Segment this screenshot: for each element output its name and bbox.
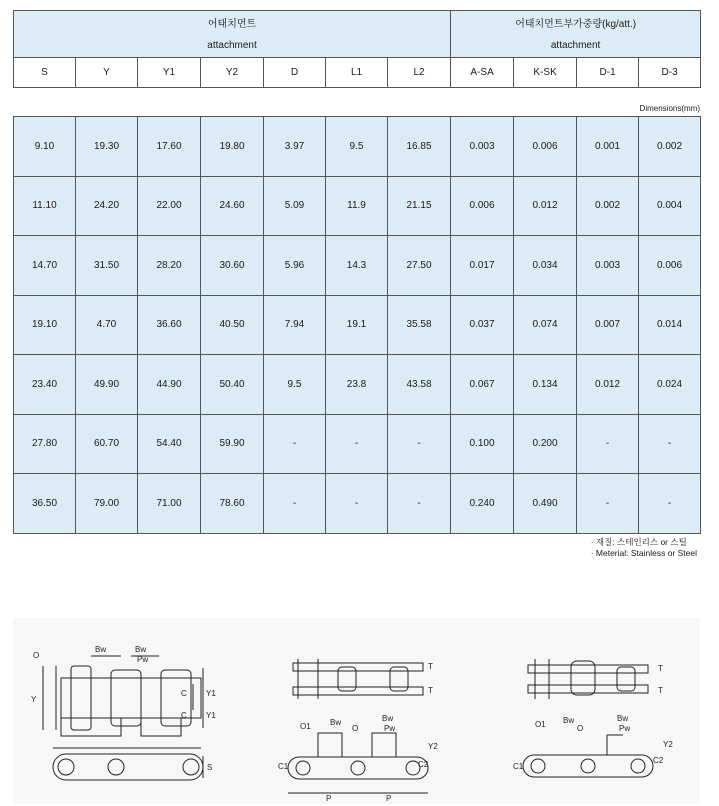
label-s: S: [207, 763, 213, 772]
table-cell: -: [326, 474, 388, 534]
table-cell: 0.014: [639, 295, 701, 355]
table-cell: -: [577, 414, 639, 474]
table-cell: 0.001: [577, 117, 639, 177]
table-cell: 19.10: [14, 295, 76, 355]
label-bw-k2: Bw: [382, 714, 394, 723]
chain-diagram-k-sk: [278, 653, 453, 803]
table-cell: 19.30: [76, 117, 138, 177]
table-cell: -: [388, 414, 451, 474]
table-cell: 23.40: [14, 355, 76, 415]
table-cell: 40.50: [201, 295, 264, 355]
column-header: K-SK: [514, 58, 577, 88]
label-o1: O1: [300, 722, 311, 731]
table-cell: 49.90: [76, 355, 138, 415]
table-cell: 30.60: [201, 236, 264, 296]
label-pw-k: Pw: [384, 724, 396, 733]
diagram-panel: [13, 618, 700, 804]
table-cell: -: [264, 474, 326, 534]
label-p-2: P: [386, 794, 392, 803]
table-cell: 24.20: [76, 176, 138, 236]
label-bw-2: Bw: [135, 645, 147, 654]
label-c1-d: C1: [513, 762, 524, 771]
column-header-row: [14, 58, 701, 88]
table-cell: 31.50: [76, 236, 138, 296]
label-c1: C1: [278, 762, 289, 771]
table-cell: -: [326, 414, 388, 474]
table-row: [14, 236, 701, 296]
label-y1: Y1: [206, 689, 216, 698]
weight-group-kr: 어태치먼트부가중량(kg/att.): [451, 11, 701, 35]
table-cell: 0.012: [577, 355, 639, 415]
chain-diagram-a-sa: [31, 638, 221, 803]
table-cell: 5.09: [264, 176, 326, 236]
column-header: L1: [326, 58, 388, 88]
label-bw: Bw: [95, 645, 107, 654]
table-row: [14, 176, 701, 236]
table-cell: 22.00: [138, 176, 201, 236]
label-y2-d: Y2: [663, 740, 673, 749]
table-cell: 71.00: [138, 474, 201, 534]
table-row: [14, 414, 701, 474]
table-cell: 0.200: [514, 414, 577, 474]
table-cell: 4.70: [76, 295, 138, 355]
table-cell: 0.240: [451, 474, 514, 534]
column-header: D-3: [639, 58, 701, 88]
table-cell: 0.002: [639, 117, 701, 177]
table-cell: 17.60: [138, 117, 201, 177]
table-cell: 5.96: [264, 236, 326, 296]
table-cell: -: [388, 474, 451, 534]
table-cell: 0.006: [639, 236, 701, 296]
table-cell: 23.8: [326, 355, 388, 415]
table-cell: 14.70: [14, 236, 76, 296]
table-cell: 0.006: [514, 117, 577, 177]
table-cell: 19.1: [326, 295, 388, 355]
weight-group-en: attachment: [451, 34, 701, 58]
table-cell: 0.006: [451, 176, 514, 236]
table-cell: 21.15: [388, 176, 451, 236]
table-cell: 0.002: [577, 176, 639, 236]
table-cell: 24.60: [201, 176, 264, 236]
label-t-d2: T: [658, 686, 663, 695]
table-cell: 36.60: [138, 295, 201, 355]
label-bw-k: Bw: [330, 718, 342, 727]
column-header: D-1: [577, 58, 639, 88]
table-cell: 19.80: [201, 117, 264, 177]
table-cell: 78.60: [201, 474, 264, 534]
label-o-d: O: [577, 724, 584, 733]
table-cell: 0.007: [577, 295, 639, 355]
table-cell: 0.490: [514, 474, 577, 534]
table-cell: -: [577, 474, 639, 534]
table-cell: 43.58: [388, 355, 451, 415]
table-cell: 60.70: [76, 414, 138, 474]
column-header: A-SA: [451, 58, 514, 88]
table-cell: -: [264, 414, 326, 474]
data-table: [13, 116, 701, 534]
header-table: [13, 10, 701, 88]
label-y1-2: Y1: [206, 711, 216, 720]
table-row: [14, 117, 701, 177]
table-cell: 0.003: [451, 117, 514, 177]
label-c2-d: C2: [653, 756, 664, 765]
table-cell: 7.94: [264, 295, 326, 355]
table-cell: 3.97: [264, 117, 326, 177]
table-row: [14, 355, 701, 415]
table-cell: 35.58: [388, 295, 451, 355]
attachment-group-kr: 어태치먼트: [14, 11, 451, 35]
table-cell: 44.90: [138, 355, 201, 415]
table-cell: 0.003: [577, 236, 639, 296]
column-header: L2: [388, 58, 451, 88]
label-t-d: T: [658, 664, 663, 673]
table-cell: -: [639, 474, 701, 534]
table-cell: 27.80: [14, 414, 76, 474]
column-header: Y: [76, 58, 138, 88]
chain-diagram-d: [513, 653, 683, 793]
label-t-2: T: [428, 686, 433, 695]
table-cell: 0.074: [514, 295, 577, 355]
table-cell: 28.20: [138, 236, 201, 296]
table-cell: 9.5: [264, 355, 326, 415]
label-t: T: [428, 662, 433, 671]
column-header: Y1: [138, 58, 201, 88]
table-cell: 16.85: [388, 117, 451, 177]
table-cell: 14.3: [326, 236, 388, 296]
material-notes: [591, 537, 697, 559]
label-y2: Y2: [428, 742, 438, 751]
table-cell: -: [639, 414, 701, 474]
table-cell: 9.5: [326, 117, 388, 177]
dimensions-note: Dimensions(mm): [639, 104, 700, 113]
table-cell: 0.012: [514, 176, 577, 236]
material-note-en: · Meterial: Stainless or Steel: [590, 548, 697, 558]
table-row: [14, 474, 701, 534]
label-pw: Pw: [137, 655, 149, 664]
label-y: Y: [31, 695, 37, 704]
column-header: D: [264, 58, 326, 88]
table-cell: 0.004: [639, 176, 701, 236]
table-cell: 27.50: [388, 236, 451, 296]
column-header: Y2: [201, 58, 264, 88]
table-cell: 0.034: [514, 236, 577, 296]
label-c: C: [181, 689, 187, 698]
column-header: S: [14, 58, 76, 88]
label-p: P: [326, 794, 332, 803]
table-cell: 59.90: [201, 414, 264, 474]
table-cell: 0.024: [639, 355, 701, 415]
table-cell: 11.9: [326, 176, 388, 236]
table-cell: 0.134: [514, 355, 577, 415]
material-note-kr: · 재질: 스테인리스 or 스틸: [590, 537, 687, 547]
label-c-2: C: [181, 711, 187, 720]
table-cell: 36.50: [14, 474, 76, 534]
table-row: [14, 295, 701, 355]
label-o-k: O: [352, 724, 359, 733]
table-cell: 9.10: [14, 117, 76, 177]
table-cell: 54.40: [138, 414, 201, 474]
table-cell: 0.100: [451, 414, 514, 474]
label-o1-d: O1: [535, 720, 546, 729]
table-cell: 79.00: [76, 474, 138, 534]
table-cell: 0.067: [451, 355, 514, 415]
table-cell: 0.017: [451, 236, 514, 296]
label-bw-d: Bw: [563, 716, 575, 725]
table-cell: 11.10: [14, 176, 76, 236]
label-bw-d2: Bw: [617, 714, 629, 723]
attachment-group-en: attachment: [14, 34, 451, 58]
table-cell: 50.40: [201, 355, 264, 415]
label-c2: C2: [418, 760, 429, 769]
label-o: O: [33, 651, 40, 660]
label-pw-d: Pw: [619, 724, 631, 733]
table-cell: 0.037: [451, 295, 514, 355]
